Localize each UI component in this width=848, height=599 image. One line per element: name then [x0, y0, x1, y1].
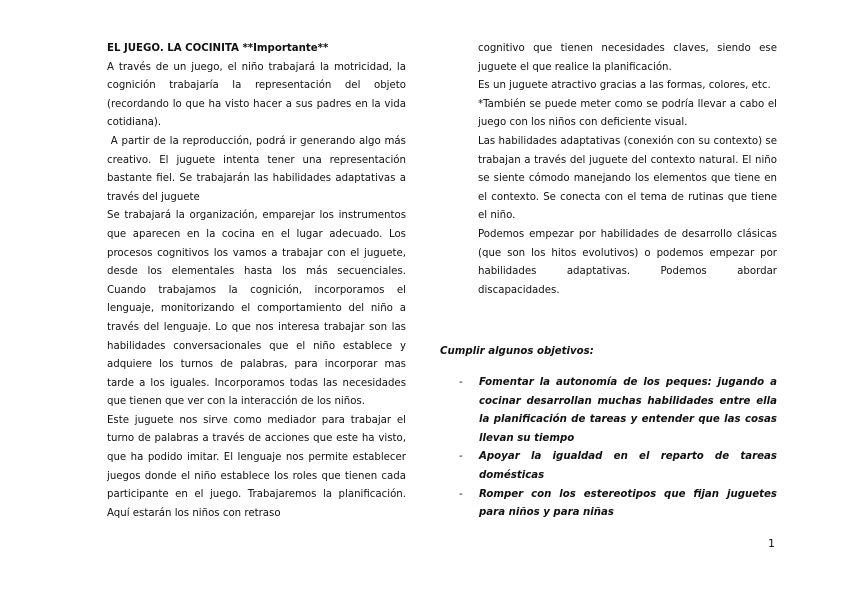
- objective-text: Fomentar la autonomía de los peques: jugando a cocinar desarrollan muchas habilidades entre ella la planificación de tareas y entender que las cosas llevan su tiempo: [479, 377, 777, 444]
- left-column: [107, 40, 410, 523]
- objective-item: [459, 374, 777, 448]
- objective-item: [459, 448, 777, 485]
- page-number: 1: [768, 537, 775, 550]
- paragraph: Las habilidades adaptativas (conexión con su contexto) se trabajan a través del juguete del contexto natural. El niño se siente cómodo manejando los elementos que tiene en el contexto. Se conecta con el tema de rutinas que tiene el niño.: [478, 135, 777, 222]
- document-title: EL JUEGO. LA COCINITA **Importante**: [107, 43, 329, 54]
- bullet-dash: -: [459, 377, 463, 388]
- objectives-heading: Cumplir algunos objetivos:: [440, 346, 594, 357]
- objectives-list: [459, 374, 777, 523]
- paragraph: *También se puede meter como se podría llevar a cabo el juego con los niños con deficiente visual.: [478, 98, 777, 129]
- paragraph: Se trabajará la organización, emparejar los instrumentos que aparecen en la cocina en el lugar adecuado. Los procesos cognitivos los vamos a trabajar con el juguete, desde los elementales hasta los más secuenciales. Cuando trabajamos la cognición, incorporamos el lenguaje, monitorizando el comportamiento del niño a través del lenguaje. Lo que nos interesa trabajar son las habilidades conversacionales que el niño establece y adquiere los turnos de palabras, para incorporar mas tarde a los iguales. Incorporamos todas las necesidades que tienen que ver con la interacción de los niños.: [107, 210, 406, 408]
- paragraph: Podemos empezar por habilidades de desarrollo clásicas (que son los hitos evolutivos) o podemos empezar por habilidades adaptativas. Podemos abordar discapacidades.: [478, 228, 777, 296]
- paragraph: Es un juguete atractivo gracias a las formas, colores, etc.: [478, 80, 771, 92]
- paragraph: A partir de la reproducción, podrá ir generando algo más creativo. El juguete intenta tener una representación bastante fiel. Se trabajarán las habilidades adaptativas a través del juguete: [107, 135, 410, 203]
- bullet-dash: -: [459, 488, 463, 500]
- paragraph: Este juguete nos sirve como mediador para trabajar el turno de palabras a través de acciones que este ha visto, que ha podido imitar. El lenguaje nos permite establecer juegos donde el niño establece los roles que tienen cada participante en el juego. Trabajaremos la planificación. Aquí estarán los niños con retraso: [107, 414, 406, 519]
- objective-text: Romper con los estereotipos que fijan juguetes para niños y para niñas: [479, 488, 777, 519]
- bullet-dash: -: [459, 451, 463, 463]
- paragraph: A través de un juego, el niño trabajará la motricidad, la cognición trabajaría la representación del objeto (recordando lo que ha visto hacer a sus padres en la vida cotidiana).: [107, 61, 406, 129]
- paragraph: cognitivo que tienen necesidades claves, siendo ese juguete el que realice la planificación.: [478, 43, 777, 73]
- objective-item: [459, 486, 777, 523]
- objective-text: Apoyar la igualdad en el reparto de tareas domésticas: [479, 451, 777, 481]
- right-column: [478, 40, 777, 300]
